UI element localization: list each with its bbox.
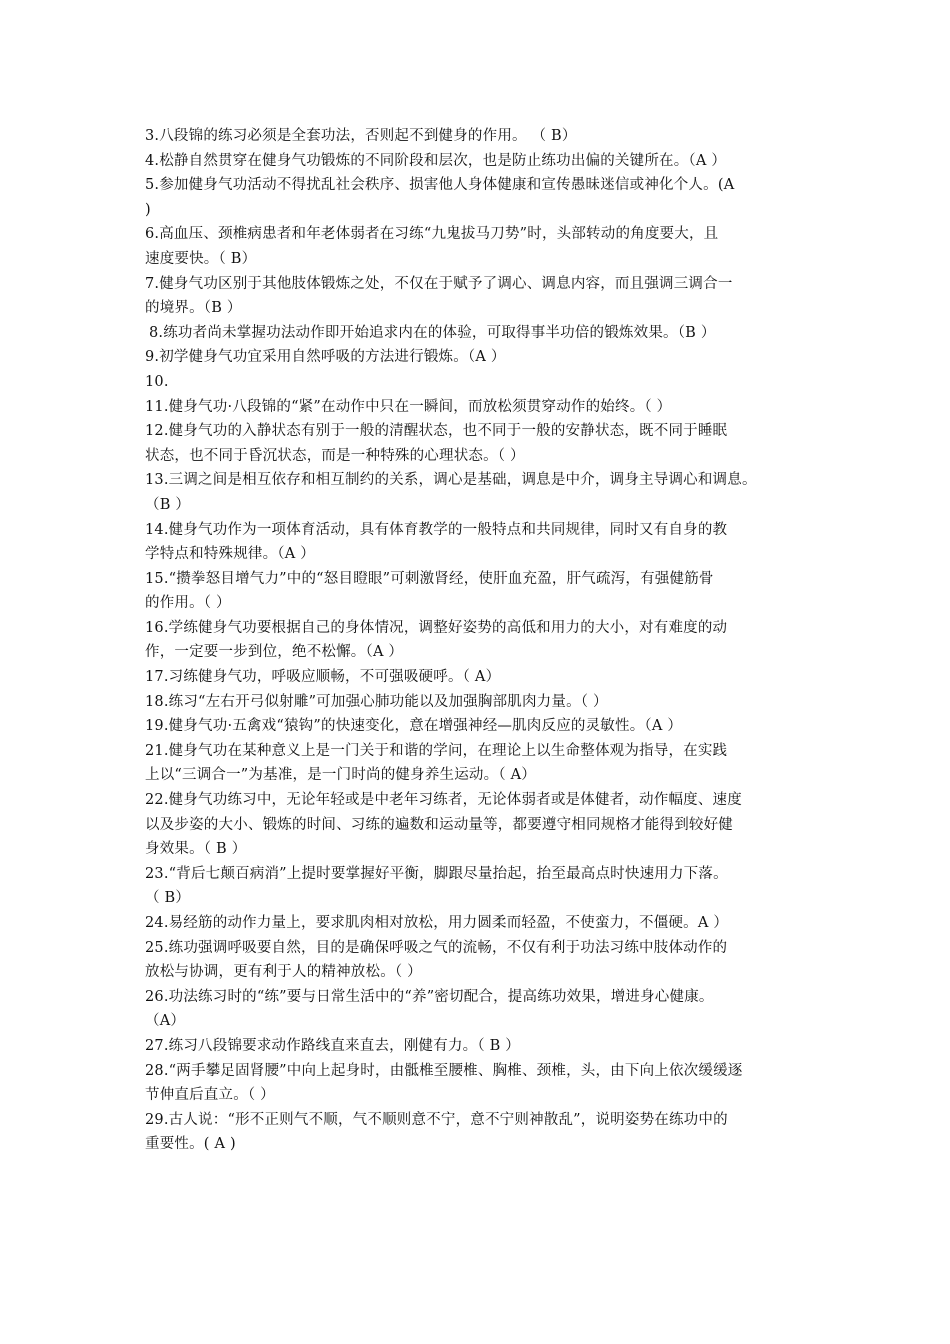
text-line: 以及步姿的大小、锻炼的时间、习练的遍数和运动量等，都要遵守相同规格才能得到较好健 bbox=[145, 816, 733, 833]
text-line: 重要性。( A ) bbox=[145, 1136, 236, 1153]
text-line: ) bbox=[145, 201, 151, 218]
text-line: （B ） bbox=[145, 496, 191, 513]
text-line: 28.“两手攀足固肾腰”中向上起身时，由骶椎至腰椎、胸椎、颈椎，头，由下向上依次缓缓逐 bbox=[145, 1062, 743, 1079]
text-line: 22.健身气功练习中，无论年轻或是中老年习练者，无论体弱者或是体健者，动作幅度、速度 bbox=[145, 792, 742, 809]
text-line: 29.古人说：“形不正则气不顺，气不顺则意不宁，意不宁则神散乱”，说明姿势在练功中的 bbox=[145, 1111, 728, 1128]
text-line: 27.练习八段锦要求动作路线直来直去，刚健有力。（ B ） bbox=[145, 1037, 520, 1054]
question-list bbox=[145, 124, 813, 1157]
text-line: 4.松静自然贯穿在健身气功锻炼的不同阶段和层次，也是防止练功出偏的关键所在。（A ） bbox=[145, 152, 727, 169]
text-line: 26.功法练习时的“练”要与日常生活中的“养”密切配合，提高练功效果，增进身心健康。 bbox=[145, 988, 714, 1005]
text-line: 8.练功者尚未掌握功法动作即开始追求内在的体验，可取得事半功倍的锻炼效果。（B ） bbox=[149, 324, 716, 341]
text-line: 身效果。（ B ） bbox=[145, 841, 247, 858]
text-line: 的境界。（B ） bbox=[145, 300, 242, 317]
text-line: 学特点和特殊规律。（A ） bbox=[145, 546, 315, 563]
text-line: 17.习练健身气功，呼吸应顺畅，不可强吸硬呼。（ A） bbox=[145, 669, 501, 686]
text-line: 速度要快。（ B） bbox=[145, 250, 257, 267]
text-line: 节伸直后直立。（ ） bbox=[145, 1087, 275, 1104]
text-line: 12.健身气功的入静状态有别于一般的清醒状态，也不同于一般的安静状态，既不同于睡眠 bbox=[145, 423, 728, 440]
text-line: 25.练功强调呼吸要自然，目的是确保呼吸之气的流畅，不仅有利于功法习练中肢体动作的 bbox=[145, 939, 728, 956]
text-line: 24.易经筋的动作力量上，要求肌肉相对放松，用力圆柔而轻盈，不使蛮力，不僵硬。A ） bbox=[145, 915, 729, 931]
text-line: 10. bbox=[145, 373, 169, 390]
text-line: 放松与协调，更有利于人的精神放松。（ ） bbox=[145, 964, 422, 981]
text-line: 14.健身气功作为一项体育活动，具有体育教学的一般特点和共同规律，同时又有自身的教 bbox=[145, 521, 728, 538]
text-line: 19.健身气功·五禽戏“猿钩”的快速变化，意在增强神经—肌肉反应的灵敏性。（A ） bbox=[145, 718, 683, 735]
text-line: 上以“三调合一”为基准，是一门时尚的健身养生运动。（ A） bbox=[145, 767, 536, 784]
text-line: 15.“攒拳怒目增气力”中的“怒目瞪眼”可刺激肾经，使肝血充盈，肝气疏泻，有强健筋骨 bbox=[145, 570, 714, 587]
text-line: 状态，也不同于昏沉状态，而是一种特殊的心理状态。（ ） bbox=[145, 447, 525, 464]
text-line: 16.学练健身气功要根据自己的身体情况，调整好姿势的高低和用力的大小，对有难度的动 bbox=[145, 619, 728, 636]
text-line: 5.参加健身气功活动不得扰乱社会秩序、损害他人身体健康和宣传愚昧迷信或神化个人。(A bbox=[145, 177, 735, 194]
text-line: 13.三调之间是相互依存和相互制约的关系，调心是基础，调息是中介，调身主导调心和调息。 bbox=[145, 472, 757, 489]
text-line: （ B） bbox=[145, 890, 191, 907]
text-line: 6.高血压、颈椎病患者和年老体弱者在习练“九鬼拔马刀势”时，头部转动的角度要大，且 bbox=[145, 226, 719, 243]
text-line: 7.健身气功区别于其他肢体锻炼之处，不仅在于赋予了调心、调息内容，而且强调三调合一 bbox=[145, 275, 733, 292]
text-line: 作，一定要一步到位，绝不松懈。（A ） bbox=[145, 644, 404, 661]
text-line: 23.“背后七颠百病消”上提时要掌握好平衡，脚跟尽量抬起，抬至最高点时快速用力下落。 bbox=[145, 865, 728, 882]
text-line: （A） bbox=[145, 1013, 186, 1030]
text-line: 18.练习“左右开弓似射雕”可加强心肺功能以及加强胸部肌肉力量。（ ） bbox=[145, 693, 608, 710]
text-line: 21.健身气功在某种意义上是一门关于和谐的学问，在理论上以生命整体观为指导，在实践 bbox=[145, 742, 728, 759]
text-line: 9.初学健身气功宜采用自然呼吸的方法进行锻炼。（A ） bbox=[145, 349, 506, 366]
text-line: 3.八段锦的练习必须是全套功法，否则起不到健身的作用。 （ B） bbox=[145, 128, 577, 144]
text-line: 11.健身气功·八段锦的“紧”在动作中只在一瞬间，而放松须贯穿动作的始终。（ ） bbox=[145, 398, 672, 415]
text-line: 的作用。（ ） bbox=[145, 595, 231, 612]
